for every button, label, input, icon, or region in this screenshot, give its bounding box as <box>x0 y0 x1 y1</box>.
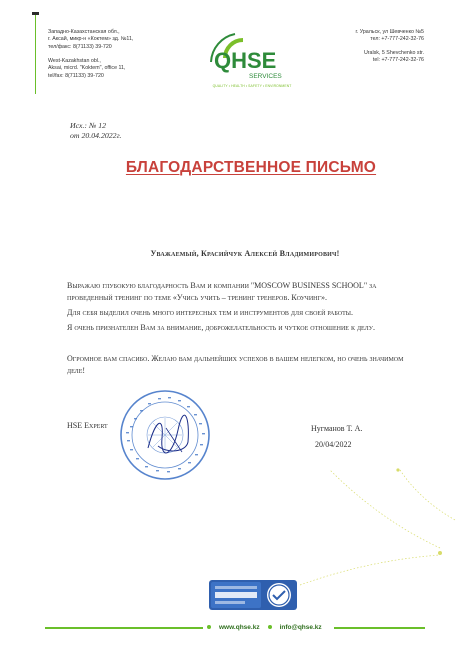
address-right-en: Uralsk, 5 Shevchenko str. tel: +7-777-242-32-76 <box>363 50 424 64</box>
signature-date: 20/04/2022 <box>315 440 352 449</box>
signatory-name: Нугманов Т. А. <box>311 424 363 433</box>
salutation: Уважаемый, Красийчук Алексей Владимирович! <box>150 249 340 258</box>
reference-date: от 20.04.2022г. <box>70 131 122 140</box>
paragraph-4: Огромное вам спасибо. Желаю вам дальнейших успехов в вашем нелегком, но очень значимом деле! <box>67 354 404 375</box>
logo-subtitle-text: SERVICES <box>249 73 282 80</box>
qhse-logo <box>205 28 301 92</box>
signatory-block <box>311 421 362 453</box>
paragraph-1: Выражаю глубокую благодарность Вам и компании "MOSCOW BUSINESS SCHOOL" за проведенный тренинг по теме «Учись учить – тренинг тренеров. Коучинг». <box>67 281 377 302</box>
document-title: БЛАГОДАРСТВЕННОЕ ПИСЬМО <box>125 159 377 176</box>
mail-icon <box>268 625 272 629</box>
footer-contacts <box>203 622 334 634</box>
footer-email-link[interactable]: info@qhse.kz <box>279 624 322 631</box>
footer-website-link[interactable]: www.qhse.kz <box>219 624 260 631</box>
logo-tagline: QUALITY • HEALTH • SAFETY • ENVIRONMENT <box>212 84 292 88</box>
address-left-en: West-Kazakhstan obl., Aksai, micrd. "Koktem", office 11, tel/fax: 8(71133) 39-720 <box>48 58 126 79</box>
address-right-ru: г. Уральск, ул Шевченко №5 тел: +7-777-242-32-76 <box>355 29 424 43</box>
signatory-company: HSE Expert <box>67 421 108 430</box>
handwritten-signature <box>138 408 198 464</box>
reference-block <box>70 121 121 141</box>
left-green-rule <box>35 12 36 94</box>
paragraph-2: Для себя выделил очень много интересных тем и инструментов для своей работы. <box>67 308 353 317</box>
logo-brand-text: QHSE <box>214 48 277 73</box>
globe-icon <box>207 625 211 629</box>
paragraph-3: Я очень признателен Вам за внимание, доброжелательность и чуткое отношение к делу. <box>67 323 375 332</box>
certification-badges <box>209 580 297 610</box>
reference-number: Исх.: № 12 <box>70 121 107 130</box>
address-left-ru: Западно-Казахстанская обл., г. Аксай, микр-н «Коктем» зд. №11, тел/факс: 8(71133) 39-720 <box>48 29 134 50</box>
